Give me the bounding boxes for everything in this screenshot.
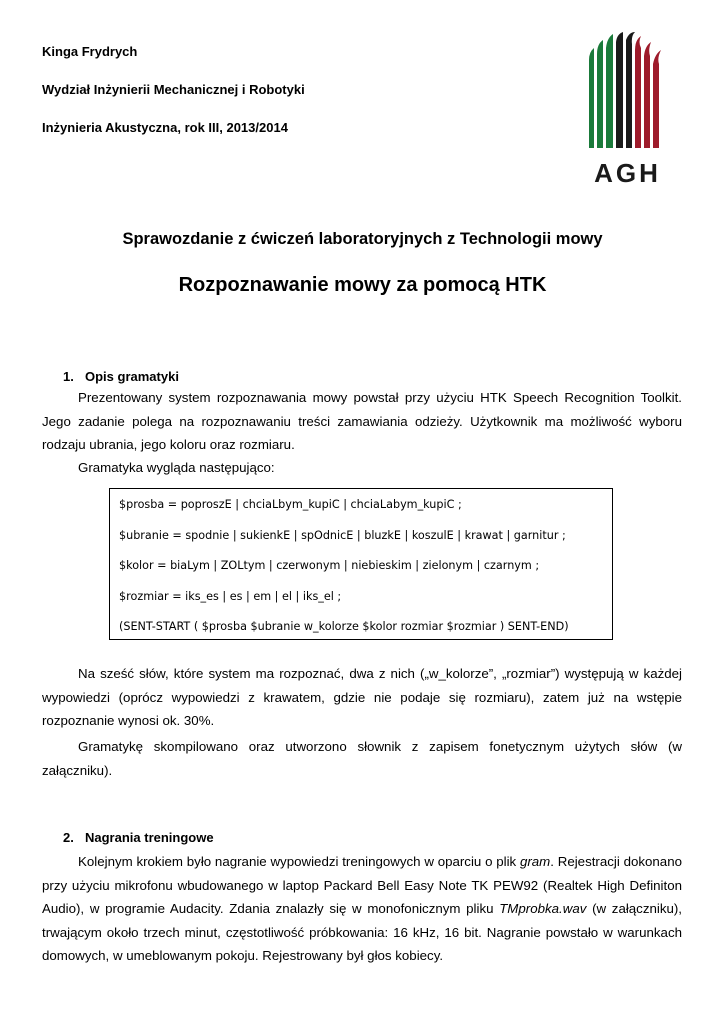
section-2-paragraph-1: Kolejnym krokiem było nagranie wypowiedzi treningowych w oparciu o plik gram. Rejestracji dokonano przy użyciu mikrofonu wbudowanego w laptop Packard Bell Easy Note TK PEW92 (Realtek High Definiton Audio), w programie Audacity. Zdania znalazły się w monofonicznym pliku TMprobka.wav (w załączniku), trwającym około trzech minut, częstotliwość próbkowania: 16 kHz, 16 bit. Nagranie powstało w warunkach domowych, w umeblowanym pokoju. Rejestrowany był głos kobiecy.	[42, 854, 682, 963]
grammar-line: $ubranie = spodnie | sukienkE | spOdnicE | bluzkE | koszulE | krawat | garnitur ;	[119, 528, 566, 542]
section-1-paragraph-2: Gramatyka wygląda następująco:	[78, 460, 275, 475]
grammar-line: (SENT-START ( $prosba $ubranie w_kolorze $kolor rozmiar $rozmiar ) SENT-END)	[119, 620, 569, 633]
wav-filename: TMprobka.wav	[499, 901, 587, 916]
faculty-name: Wydział Inżynierii Mechanicznej i Robotyki	[42, 82, 305, 97]
section-1-paragraph-3: Na sześć słów, które system ma rozpoznać, dwa z nich („w_kolorze”, „rozmiar”) występują w każdej wypowiedzi (oprócz wypowiedzi z krawatem, gdzie nie podaje się rozmiaru), zatem już na wstępie rozpoznanie wynosi ok. 30%.	[42, 666, 682, 728]
section-1-paragraph-1: Prezentowany system rozpoznawania mowy powstał przy użyciu HTK Speech Recognition Toolkit. Jego zadanie polega na rozpoznawaniu treści zamawiania odzieży. Użytkownik ma możliwość wyboru rodzaju ubrania, jego koloru oraz rozmiaru.	[42, 390, 682, 452]
grammar-line: $kolor = biaLym | ZOLtym | czerwonym | niebieskim | zielonym | czarnym ;	[119, 559, 540, 572]
grammar-line: $rozmiar = iks_es | es | em | el | iks_el ;	[119, 589, 342, 603]
author-name: Kinga Frydrych	[42, 44, 138, 59]
section-2-title: Nagrania treningowe	[85, 830, 214, 845]
logo-text: AGH	[594, 158, 661, 188]
section-2-heading	[63, 830, 214, 845]
agh-logo	[585, 30, 670, 190]
section-1-title: Opis gramatyki	[85, 369, 179, 384]
gram-filename: gram	[519, 854, 551, 869]
section-1-number: 1.	[63, 369, 74, 384]
grammar-line: $prosba = poproszE | chciaLbym_kupiC | chciaLabym_kupiC ;	[119, 498, 462, 511]
report-title: Rozpoznawanie mowy za pomocą HTK	[178, 274, 547, 296]
section-1-heading	[63, 369, 179, 384]
grammar-box	[109, 488, 613, 640]
section-2-number: 2.	[63, 830, 74, 845]
program-info: Inżynieria Akustyczna, rok III, 2013/2014	[42, 120, 288, 135]
section-1-paragraph-4: Gramatykę skompilowano oraz utworzono słownik z zapisem fonetycznym użytych słów (w załączniku).	[42, 739, 682, 778]
report-subtitle: Sprawozdanie z ćwiczeń laboratoryjnych z Technologii mowy	[122, 230, 603, 248]
